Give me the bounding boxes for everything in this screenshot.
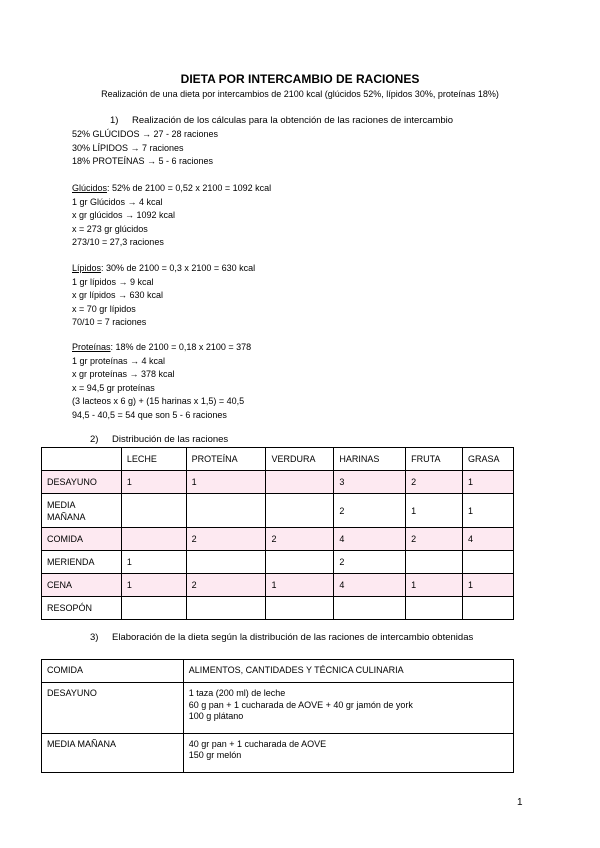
ration-cell: 2	[334, 551, 406, 574]
ration-cell: 1	[406, 574, 463, 597]
distribution-row	[42, 597, 514, 620]
proteinas-first-line	[72, 341, 251, 355]
column-header: ALIMENTOS, CANTIDADES Y TÉCNICA CULINARIA	[183, 660, 513, 683]
lipidos-formula: : 30% de 2100 = 0,3 x 2100 = 630 kcal	[101, 263, 256, 273]
ration-cell	[186, 551, 266, 574]
ration-cell: 1	[406, 494, 463, 528]
ration-cell: 2	[406, 471, 463, 494]
diet-header-row	[42, 660, 514, 683]
foods-cell	[183, 733, 513, 772]
glucidos-formula: : 52% de 2100 = 0,52 x 2100 = 1092 kcal	[107, 183, 272, 193]
column-header: GRASA	[463, 448, 514, 471]
glucidos-label: Glúcidos	[72, 183, 108, 193]
meal-name-cell: DESAYUNO	[42, 471, 122, 494]
ration-cell: 2	[406, 528, 463, 551]
calc-line: x gr glúcidos → 1092 kcal	[72, 210, 176, 220]
ration-cell: 1	[186, 471, 266, 494]
foods-cell	[183, 683, 513, 734]
ration-cell	[121, 494, 186, 528]
ration-cell: 4	[463, 528, 514, 551]
ration-cell	[334, 597, 406, 620]
column-header: PROTEÍNA	[186, 448, 266, 471]
meal-name-cell: RESOPÓN	[42, 597, 122, 620]
diet-row	[42, 733, 514, 772]
document-subtitle: Realización de una dieta por intercambios de 2100 kcal (glúcidos 52%, lípidos 30%, proteínas 18%)	[101, 89, 499, 99]
ration-cell	[266, 597, 334, 620]
calc-line: 273/10 = 27,3 raciones	[72, 237, 164, 247]
diet-row	[42, 683, 514, 734]
calc-line: 1 gr Glúcidos → 4 kcal	[72, 196, 163, 207]
ration-cell	[266, 494, 334, 528]
ration-cell: 1	[463, 494, 514, 528]
ration-cell: 4	[334, 528, 406, 551]
ration-cell: 1	[266, 574, 334, 597]
food-item: 1 taza (200 ml) de leche	[188, 688, 286, 698]
ration-cell	[406, 551, 463, 574]
column-header: VERDURA	[266, 448, 334, 471]
ration-cell	[406, 597, 463, 620]
calc-line: 1 gr proteínas → 4 kcal	[72, 355, 166, 366]
section2-heading-text: Distribución de las raciones	[112, 434, 229, 445]
calc-line: x = 94,5 gr proteínas	[72, 382, 155, 393]
proteinas-label: Proteínas	[72, 342, 111, 352]
ration-cell	[463, 597, 514, 620]
summary-line: 18% PROTEÍNAS → 5 - 6 raciones	[72, 156, 214, 166]
diet-table	[41, 659, 514, 773]
ration-cell	[463, 551, 514, 574]
column-header: LECHE	[121, 448, 186, 471]
ration-cell: 1	[121, 471, 186, 494]
summary-line: 30% LÍPIDOS → 7 raciones	[72, 142, 184, 153]
ration-cell	[186, 597, 266, 620]
ration-cell: 2	[334, 494, 406, 528]
calc-line: 1 gr lípidos → 9 kcal	[72, 276, 154, 287]
ration-cell: 1	[121, 551, 186, 574]
ration-cell	[266, 471, 334, 494]
document-title: DIETA POR INTERCAMBIO DE RACIONES	[180, 72, 420, 86]
ration-cell: 2	[186, 574, 266, 597]
calc-line: x = 70 gr lípidos	[72, 303, 136, 314]
ration-cell: 4	[334, 574, 406, 597]
meal-name-cell: COMIDA	[42, 528, 122, 551]
section2-number: 2)	[90, 434, 99, 445]
distribution-row	[42, 551, 514, 574]
glucidos-calculation	[72, 182, 271, 250]
glucidos-first-line	[72, 182, 271, 196]
page-number: 1	[517, 797, 523, 808]
meal-name-cell: MEDIA MAÑANA	[42, 494, 122, 528]
column-header: FRUTA	[406, 448, 463, 471]
lipidos-calculation	[72, 262, 255, 330]
ration-cell: 1	[463, 471, 514, 494]
section3-number: 3)	[90, 632, 99, 643]
food-item: 60 g pan + 1 cucharada de AOVE + 40 gr jamón de york	[188, 699, 413, 710]
calc-line: x gr proteínas → 378 kcal	[72, 369, 175, 379]
ration-cell: 1	[463, 574, 514, 597]
column-header: HARINAS	[334, 448, 406, 471]
food-item: 150 gr melón	[188, 750, 242, 760]
column-header: COMIDA	[42, 660, 184, 683]
food-item: 100 g plátano	[188, 711, 244, 721]
ration-cell	[121, 597, 186, 620]
calc-line: x gr lípidos → 630 kcal	[72, 290, 164, 300]
distribution-row	[42, 574, 514, 597]
distribution-row	[42, 494, 514, 528]
column-header	[42, 448, 122, 471]
food-item: 40 gr pan + 1 cucharada de AOVE	[188, 738, 327, 749]
ration-cell	[121, 528, 186, 551]
meal-name-cell: DESAYUNO	[42, 683, 184, 734]
lipidos-first-line	[72, 262, 255, 276]
section3-heading	[90, 632, 473, 643]
lipidos-label: Lípidos	[72, 263, 102, 273]
distribution-table	[41, 447, 514, 620]
ration-cell: 2	[266, 528, 334, 551]
ration-cell: 3	[334, 471, 406, 494]
meal-name-cell: CENA	[42, 574, 122, 597]
section3-heading-text: Elaboración de la dieta según la distribución de las raciones de intercambio obtenidas	[112, 632, 474, 643]
ration-cell: 2	[186, 528, 266, 551]
section1-heading-text: Realización de los cálculas para la obtención de las raciones de intercambio	[132, 115, 454, 126]
section1-heading	[110, 115, 453, 126]
proteinas-calculation	[72, 341, 251, 422]
calc-line: 70/10 = 7 raciones	[72, 317, 147, 327]
distribution-row	[42, 528, 514, 551]
section2-heading	[90, 434, 228, 445]
calc-line: 94,5 - 40,5 = 54 que son 5 - 6 raciones	[72, 409, 227, 420]
proteinas-formula: : 18% de 2100 = 0,18 x 2100 = 378	[110, 342, 252, 352]
meal-name-cell: MERIENDA	[42, 551, 122, 574]
ration-cell	[266, 551, 334, 574]
section1-summary	[72, 128, 218, 169]
section1-number: 1)	[110, 115, 119, 126]
calc-line: (3 lacteos x 6 g) + (15 harinas x 1,5) = 40,5	[72, 396, 245, 406]
meal-name-cell: MEDIA MAÑANA	[42, 733, 184, 772]
distribution-row	[42, 471, 514, 494]
ration-cell	[186, 494, 266, 528]
calc-line: x = 273 gr glúcidos	[72, 223, 148, 234]
ration-cell: 1	[121, 574, 186, 597]
distribution-header-row	[42, 448, 514, 471]
summary-line: 52% GLÚCIDOS → 27 - 28 raciones	[72, 129, 219, 139]
